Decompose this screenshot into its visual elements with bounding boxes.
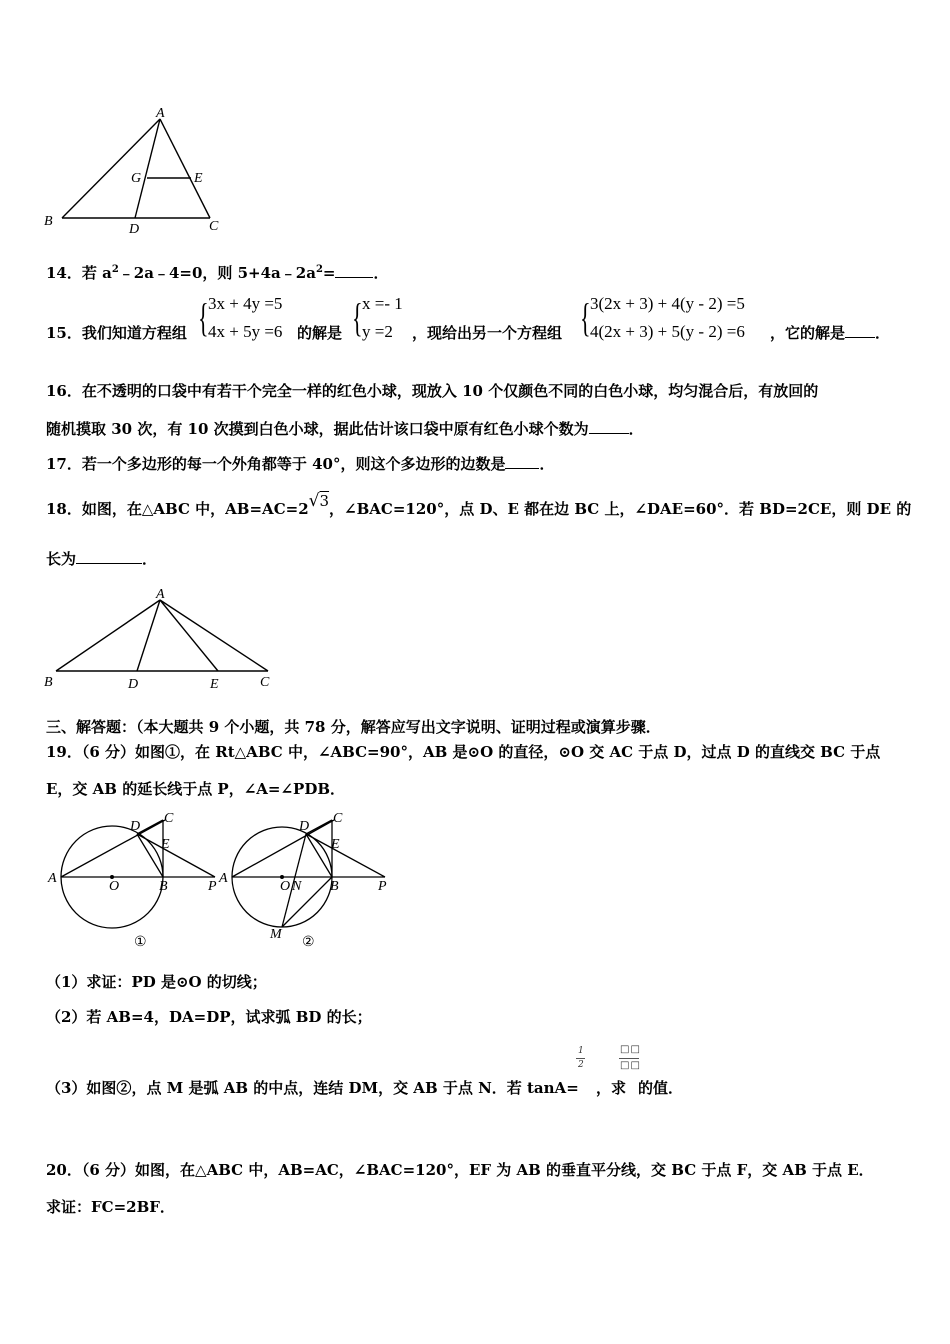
label-c: C — [209, 219, 219, 234]
answer-blank[interactable] — [845, 337, 875, 338]
label-a: A — [156, 587, 165, 602]
answer-blank[interactable] — [505, 468, 539, 469]
line-dp — [137, 834, 215, 877]
figure-triangle-dae — [40, 585, 280, 693]
line-ac-2 — [232, 820, 334, 877]
q14-end: ． — [373, 264, 389, 282]
q18-end: ． — [142, 550, 158, 568]
label-d: D — [130, 819, 141, 834]
q18-line2: 长为 — [46, 550, 77, 568]
sys1-eq2: 4x + 5y =6 — [208, 322, 283, 341]
sys2-eq2: y =2 — [362, 322, 393, 341]
sys2-eq1: x =- 1 — [362, 294, 403, 313]
label-b: B — [44, 214, 53, 229]
side-ab — [56, 600, 160, 671]
question-18-line-2 — [46, 548, 157, 569]
missing-glyph-bottom: □□ — [620, 1060, 641, 1071]
q15-end: ． — [875, 324, 891, 342]
q18-part2: ，∠BAC=120°，点 D、E 都在边 BC 上，∠DAE=60°．若 BD=2CE，则 DE 的 — [329, 500, 912, 518]
segment-ae — [160, 600, 218, 671]
section-3-title: 三、解答题：（本大题共 9 个小题，共 78 分，解答应写出文字说明、证明过程或演算步骤． — [46, 718, 661, 736]
answer-blank[interactable] — [589, 433, 629, 434]
figure-caption-2: ② — [302, 935, 315, 950]
label-e: E — [194, 171, 203, 186]
label-m-2: M — [270, 927, 282, 942]
label-b: B — [44, 675, 53, 690]
question-19-part-2: （2）若 AB=4，DA=DP，试求弧 BD 的长； — [46, 1008, 372, 1026]
side-ab — [62, 119, 160, 218]
label-a-2: A — [219, 871, 228, 886]
label-a: A — [156, 106, 165, 121]
q14-number: 14． — [46, 264, 82, 282]
q19-part3c: 的值． — [638, 1079, 684, 1097]
fraction-bar-2 — [619, 1058, 639, 1059]
segment-ad — [137, 600, 160, 671]
label-a: A — [48, 871, 57, 886]
sys1-eq1: 3x + 4y =5 — [208, 294, 283, 313]
question-19-part-3c — [638, 1077, 683, 1098]
label-d: D — [129, 222, 140, 237]
equation-system-1 — [198, 294, 298, 348]
q16-line2-text: 随机摸取 30 次，有 10 次摸到白色小球，据此估计该口袋中原有红色小球个数为 — [46, 420, 589, 438]
side-ac — [160, 600, 268, 671]
question-15-number — [46, 322, 187, 343]
figure-triangle-gde — [40, 105, 230, 240]
question-20-line-2: 求证：FC=2BF． — [46, 1198, 175, 1216]
q14-prefix: 若 a — [81, 264, 112, 282]
q15-text-2: 的解是 — [297, 324, 343, 342]
question-19-part-3 — [46, 1077, 579, 1098]
label-e-2: E — [331, 837, 340, 852]
label-b: B — [159, 879, 168, 894]
q14-suffix: = — [322, 264, 336, 282]
label-c-2: C — [333, 811, 343, 826]
question-20-line-1: 20．（6 分）如图，在△ABC 中，AB=AC，∠BAC=120°，EF 为 AB 的垂直平分线，交 BC 于点 F，交 AB 于点 E． — [46, 1161, 874, 1179]
sys3-eq2: 4(2x + 3) + 5(y - 2) =6 — [590, 322, 745, 341]
question-17 — [46, 453, 555, 474]
question-18-line-1 — [46, 491, 912, 519]
question-14 — [46, 262, 389, 283]
q14-sup2: 2 — [315, 264, 323, 275]
question-16-line-2 — [46, 418, 644, 439]
fraction-bar — [576, 1058, 585, 1059]
figure-caption-1: ① — [134, 935, 147, 950]
line-dc — [137, 820, 163, 834]
line-dp-2 — [306, 834, 385, 877]
question-15-text-3 — [412, 322, 562, 343]
label-o-2: O — [280, 879, 291, 894]
q18-part1: 18．如图，在△ABC 中，AB=AC=2 — [46, 500, 309, 518]
equation-system-3 — [580, 294, 780, 348]
fraction-denominator: 2 — [578, 1060, 584, 1070]
label-d-2: D — [299, 819, 310, 834]
label-e: E — [161, 837, 170, 852]
label-b-2: B — [330, 879, 339, 894]
fraction-numerator: 1 — [578, 1046, 584, 1056]
q19-part3b: ，求 — [596, 1079, 627, 1097]
question-19-line-1: 19．（6 分）如图①，在 Rt△ABC 中，∠ABC=90°，AB 是⊙O 的直径，⊙O 交 AC 于点 D，过点 D 的直线交 BC 于点 — [46, 743, 881, 761]
label-n-2: N — [292, 879, 302, 894]
line-dc-2 — [306, 820, 332, 834]
label-d: D — [128, 677, 139, 692]
question-15-text-4 — [770, 322, 890, 343]
figure-circles — [40, 808, 400, 956]
q18-sqrt-value: 3 — [319, 492, 330, 510]
label-p-2: P — [378, 879, 387, 894]
question-15-text-2 — [297, 322, 342, 343]
side-ac — [160, 119, 210, 218]
brace-icon: { — [352, 295, 363, 340]
label-e: E — [210, 677, 219, 692]
question-16-line-1: 16．在不透明的口袋中有若干个完全一样的红色小球，现放入 10 个仅颜色不同的白色小球，均匀混合后，有放回的 — [46, 382, 819, 400]
q17-text: 17．若一个多边形的每一个外角都等于 40°，则这个多边形的边数是 — [46, 455, 506, 473]
q19-part3a: （3）如图②，点 M 是弧 AB 的中点，连结 DM，交 AB 于点 N．若 tanA= — [46, 1079, 579, 1097]
label-c: C — [164, 811, 174, 826]
label-c: C — [260, 675, 270, 690]
sqrt-icon: √ — [308, 491, 320, 511]
q15-text-4: ，它的解是 — [770, 324, 846, 342]
q16-end: ． — [628, 420, 644, 438]
brace-icon: { — [580, 295, 591, 340]
missing-glyph-top: □□ — [620, 1044, 641, 1055]
segment-ad — [135, 119, 160, 218]
q15-number: 15． — [46, 324, 82, 342]
question-19-part-1: （1）求证：PD 是⊙O 的切线； — [46, 973, 267, 991]
sys3-eq1: 3(2x + 3) + 4(y - 2) =5 — [590, 294, 745, 313]
question-19-line-2: E，交 AB 的延长线于点 P，∠A=∠PDB． — [46, 780, 346, 798]
brace-icon: { — [198, 295, 209, 340]
answer-blank[interactable] — [76, 563, 142, 564]
q17-end: ． — [539, 455, 555, 473]
answer-blank[interactable] — [335, 277, 373, 278]
line-ac — [61, 820, 165, 877]
label-g: G — [131, 171, 142, 186]
q15-text-1: 我们知道方程组 — [81, 324, 187, 342]
q15-text-3: ，现给出另一个方程组 — [412, 324, 563, 342]
label-p: P — [208, 879, 217, 894]
label-o: O — [109, 879, 120, 894]
question-19-part-3b — [596, 1077, 626, 1098]
q14-mid: ﹣2a﹣4=0，则 5+4a﹣2a — [118, 264, 316, 282]
q14-sup1: 2 — [111, 264, 119, 275]
